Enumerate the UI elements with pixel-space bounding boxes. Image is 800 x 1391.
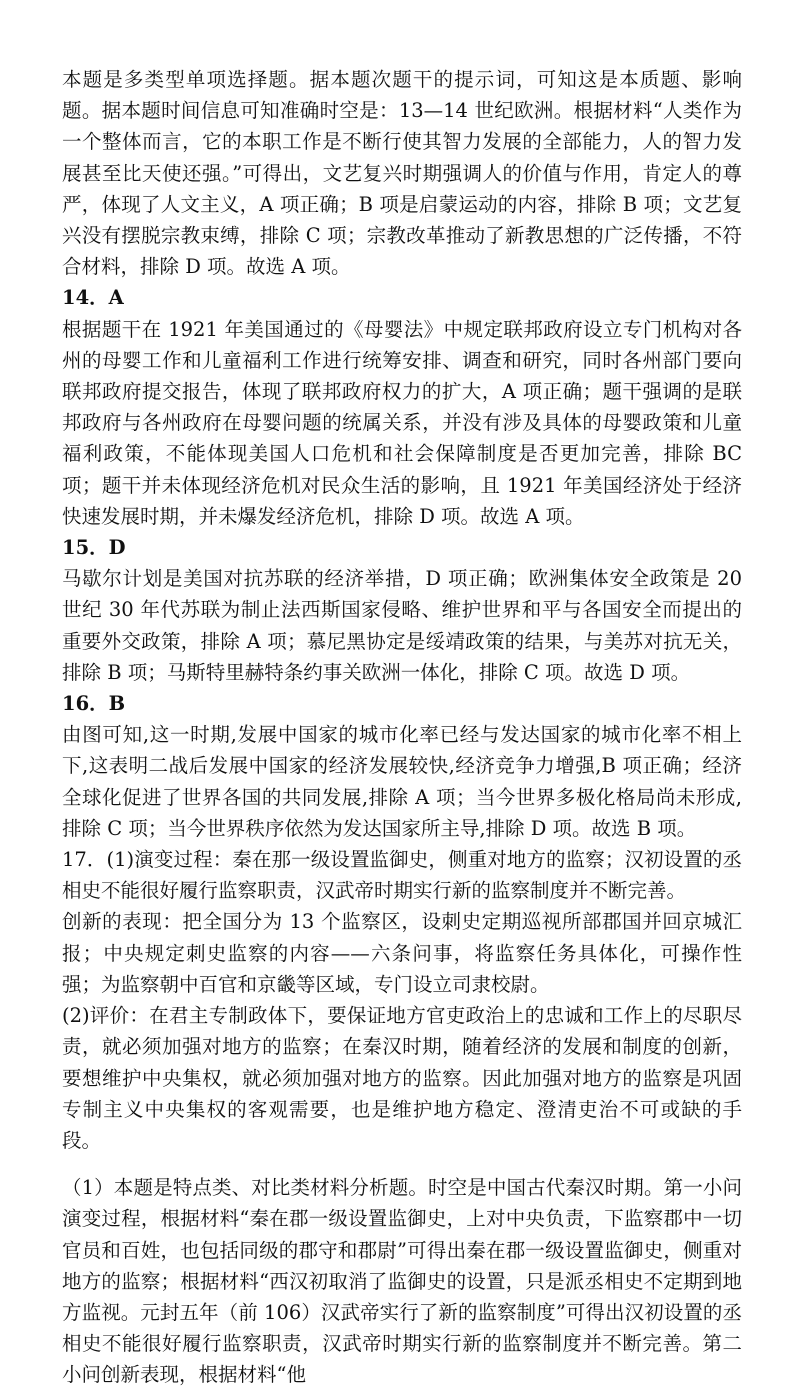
q17-innovation: 创新的表现：把全国分为 13 个监察区，设刺史定期巡视所部郡国并回京城汇报；中央规定刺史监察的内容——六条问事，将监察任务具体化，可操作性强；为监察朝中百官和京畿等区域，专门设立司隶校尉。	[62, 910, 742, 996]
q16-analysis: 由图可知,这一时期,发展中国家的城市化率已经与发达国家的城市化率不相上下,这表明二战后发展中国家的经济发展较快,经济竞争力增强,B 项正确；经济全球化促进了世界各国的共同发展,排除 A 项；当今世界多极化格局尚未形成,排除 C 项；当今世界秩序依然为发达国家所主导,排除 D 项。故选 B 项。	[62, 723, 742, 840]
q15-analysis: 马歇尔计划是美国对抗苏联的经济举措，D 项正确；欧洲集体安全政策是 20 世纪 30 年代苏联为制止法西斯国家侵略、维护世界和平与各国安全而提出的重要外交政策，排除 A 项；慕尼黑协定是绥靖政策的结果，与美苏对抗无关，排除 B 项；马斯特里赫特条约事关欧洲一体化，排除 C 项。故选 D 项。	[62, 567, 742, 684]
q17-part1-answer: 17．(1)演变过程：秦在那一级设置监御史，侧重对地方的监察；汉初设置的丞相史不能很好履行监察职责，汉武帝时期实行新的监察制度并不断完善。	[62, 848, 742, 903]
q13-analysis: 本题是多类型单项选择题。据本题次题干的提示词，可知这是本质题、影响题。据本题时间信息可知准确时空是：13—14 世纪欧洲。根据材料“人类作为一个整体而言，它的本职工作是不断行使其智力发展的全部能力，人的智力发展甚至比天使还强。”可得出，文艺复兴时期强调人的价值与作用，肯定人的尊严，体现了人文主义，A 项正确；B 项是启蒙运动的内容，排除 B 项；文艺复兴没有摆脱宗教束缚，排除 C 项；宗教改革推动了新教思想的广泛传播，不符合材料，排除 D 项。故选 A 项。	[62, 68, 742, 279]
q14-analysis: 根据题干在 1921 年美国通过的《母婴法》中规定联邦政府设立专门机构对各州的母婴工作和儿童福利工作进行统筹安排、调查和研究，同时各州部门要向联邦政府提交报告，体现了联邦政府权力的扩大，A 项正确；题干强调的是联邦政府与各州政府在母婴问题的统属关系，并没有涉及具体的母婴政策和儿童福利政策，不能体现美国人口危机和社会保障制度是否更加完善，排除 BC 项；题干并未体现经济危机对民众生活的影响，且 1921 年美国经济处于经济快速发展时期，并未爆发经济危机，排除 D 项。故选 A 项。	[62, 317, 742, 528]
q14-answer: 14．A	[62, 286, 124, 310]
q15-answer: 15．D	[62, 536, 126, 560]
document-page	[62, 64, 742, 1391]
q17-analysis: （1）本题是特点类、对比类材料分析题。时空是中国古代秦汉时期。第一小问演变过程，根据材料“秦在郡一级设置监御史，上对中央负责，下监察郡中一切官员和百姓，也包括同级的郡守和郡尉”可得出秦在郡一级设置监御史，侧重对地方的监察；根据材料“西汉初取消了监御史的设置，只是派丞相史不定期到地方监视。元封五年（前 106）汉武帝实行了新的监察制度”可得出汉初设置的丞相史不能很好履行监察职责，汉武帝时期实行新的监察制度并不断完善。第二小问创新表现，根据材料“他	[62, 1176, 742, 1387]
q17-part2-answer: (2)评价：在君主专制政体下，要保证地方官吏政治上的忠诚和工作上的尽职尽责，就必须加强对地方的监察；在秦汉时期，随着经济的发展和制度的创新，要想维护中央集权，就必须加强对地方的监察。因此加强对地方的监察是巩固专制主义中央集权的客观需要，也是维护地方稳定、澄清吏治不可或缺的手段。	[62, 1004, 742, 1152]
q16-answer: 16．B	[62, 692, 126, 716]
section-gap	[62, 1156, 742, 1172]
